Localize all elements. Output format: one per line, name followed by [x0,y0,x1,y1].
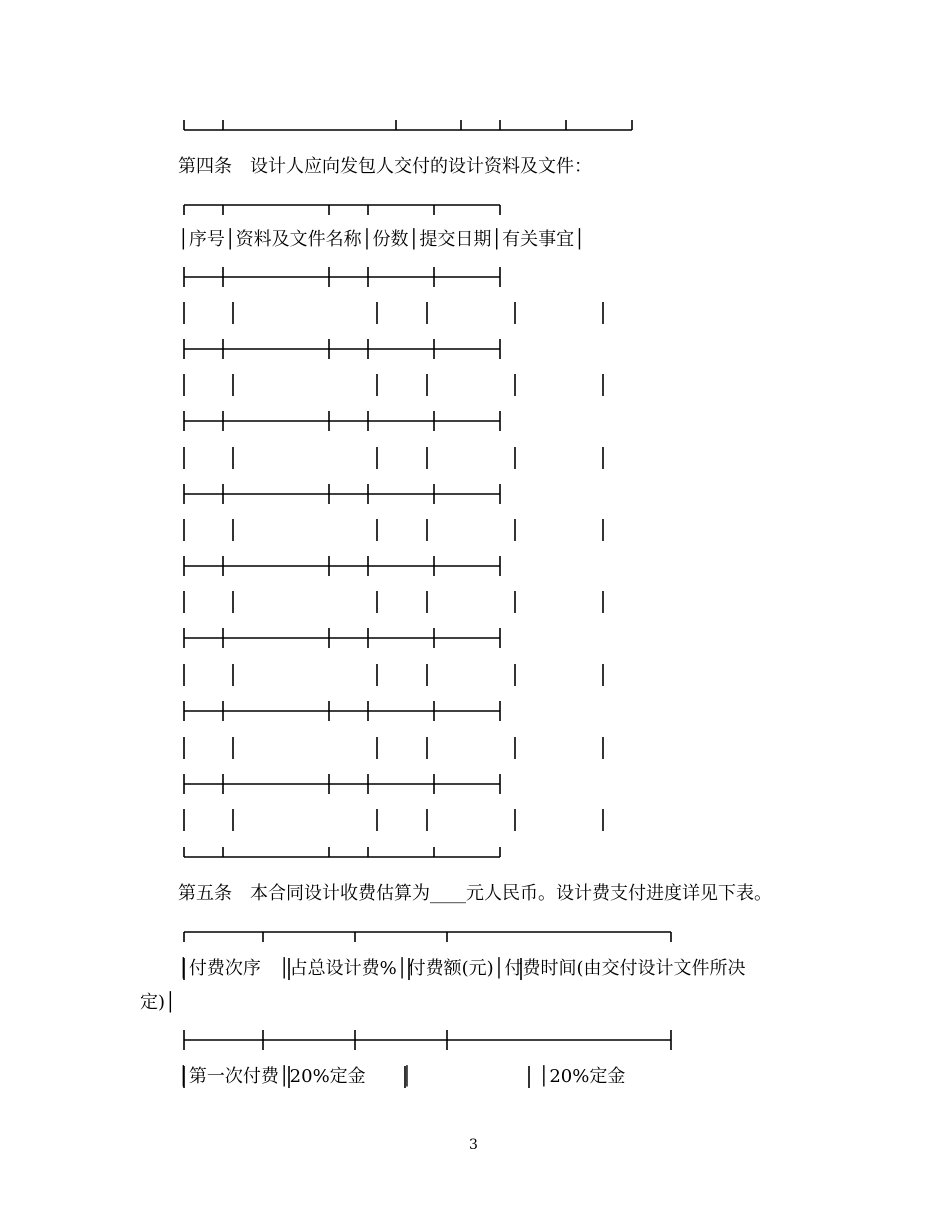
article-4-table-header: │序号│资料及文件名称│份数│提交日期│有关事宜│ [178,229,586,250]
article-5-table-header: │付费次序 │占总设计费%│付费额(元)│付费时间(由交付设计文件所决 [178,958,746,979]
article-4-heading: 第四条 设计人应向发包人交付的设计资料及文件： [178,156,592,177]
article-5-heading: 第五条 本合同设计收费估算为____元人民币。设计费支付进度详见下表。 [178,883,772,904]
article-5-table-header-wrap: 定)│ [140,992,176,1013]
page-number: 3 [469,1137,478,1153]
article-5-first-row: │第一次付费│20%定金 │ │20%定金 [178,1066,626,1087]
